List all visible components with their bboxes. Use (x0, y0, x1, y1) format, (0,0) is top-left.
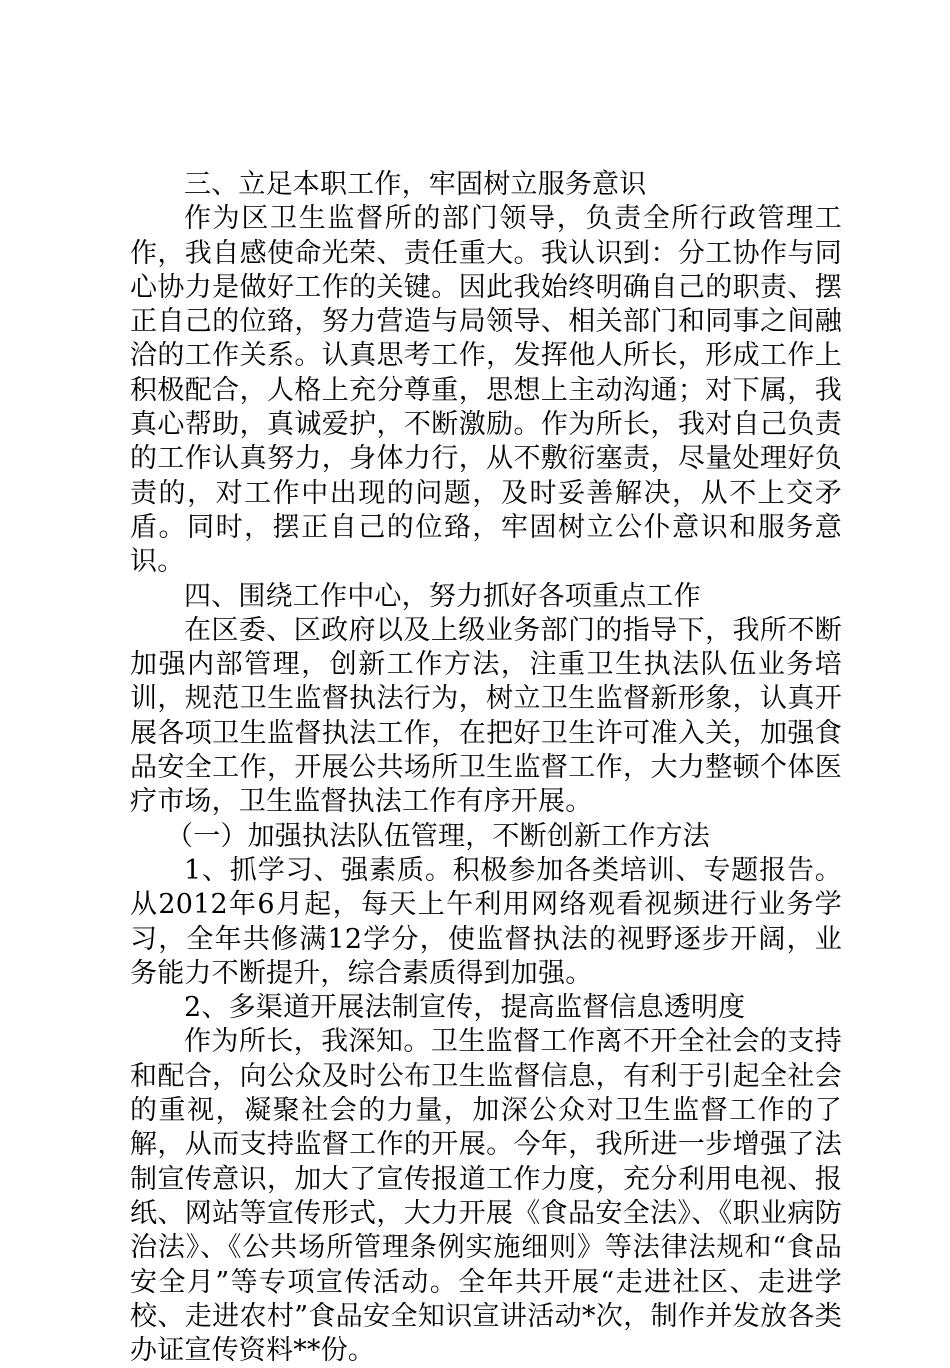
body-paragraph: 作为所长，我深知。卫生监督工作离不开全社会的支持和配合，向公众及时公布卫生监督信息，有利于引起全社会的重视，凝聚社会的力量，加深公众对卫生监督工作的了解，从而支持监督工作的开展。今年，我所进一步增强了法制宣传意识，加大了宣传报道工作力度，充分利用电视、报纸、网站等宣传形式，大力开展《食品安全法》、《职业病防治法》、《公共场所管理条例实施细则》等法律法规和“食品安全月”等专项宣传活动。全年共开展“走进社区、走进学校、走进农村”食品安全知识宣讲活动*次，制作并发放各类办证宣传资料**份。 (130, 1026, 842, 1367)
item-heading-2: 2、多渠道开展法制宣传，提高监督信息透明度 (184, 992, 746, 1024)
section-heading-4: 四、围绕工作中心，努力抓好各项重点工作 (184, 580, 701, 612)
document-page (130, 168, 842, 1368)
section-heading-3: 三、立足本职工作，牢固树立服务意识 (184, 169, 647, 200)
body-paragraph: 1、抓学习、强素质。积极参加各类培训、专题报告。从2012年6月起，每天上午利用网络观看视频进行业务学习，全年共修满12学分，使监督执法的视野逐步开阔，业务能力不断提升，综合素质得到加强。 (130, 854, 842, 989)
body-paragraph: 在区委、区政府以及上级业务部门的指导下，我所不断加强内部管理，创新工作方法，注重卫生执法队伍业务培训，规范卫生监督执法行为，树立卫生监督新形象，认真开展各项卫生监督执法工作，在把好卫生许可准入关，加强食品安全工作，开展公共场所卫生监督工作，大力整顿个体医疗市场，卫生监督执法工作有序开展。 (130, 614, 842, 818)
subsection-heading-1: （一）加强执法队伍管理，不断创新工作方法 (166, 820, 710, 852)
body-paragraph: 作为区卫生监督所的部门领导，负责全所行政管理工作，我自感使命光荣、责任重大。我认识到：分工协作与同心协力是做好工作的关键。因此我始终明确自己的职责、摆正自己的位臵，努力营造与局领导、相关部门和同事之间融洽的工作关系。认真思考工作，发挥他人所长，形成工作上积极配合，人格上充分尊重，思想上主动沟通；对下属，我真心帮助，真诚爱护，不断激励。作为所长，我对自己负责的工作认真努力，身体力行，从不敷衍塞责，尽量处理好负责的，对工作中出现的问题，及时妥善解决，从不上交矛盾。同时，摆正自己的位臵，牢固树立公仆意识和服务意识。 (130, 203, 842, 578)
